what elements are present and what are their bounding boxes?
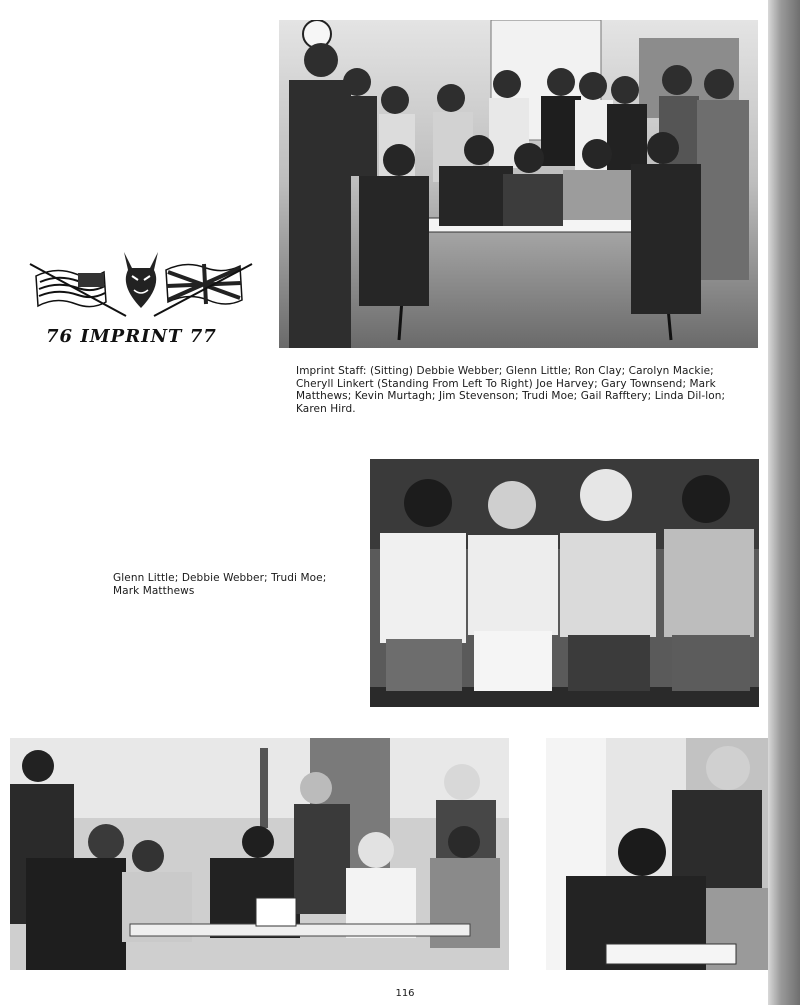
american-flag-icon <box>30 264 126 316</box>
staff-group-photo <box>279 20 758 348</box>
staff-caption: Imprint Staff: (Sitting) Debbie Webber; Glenn Little; Ron Clay; Carolyn Mackie; Cheryll Linkert (Standing From Left To Right) Joe Harvey; Gary Townsend; Mark Matthews; Kevin Murtagh; Jim Stevenson; Trudi Moe; Gail Rafftery; Linda Dil-lon; Karen Hird. <box>296 365 726 415</box>
group-photo-icon <box>279 20 758 348</box>
four-students-photo <box>370 459 759 707</box>
group-photo-icon <box>10 738 509 970</box>
page-number: 116 <box>395 988 415 999</box>
reading-photo <box>546 738 768 970</box>
work-table-photo <box>10 738 509 970</box>
four-students-caption: Glenn Little; Debbie Webber; Trudi Moe; Mark Matthews <box>113 572 327 597</box>
group-photo-icon <box>370 459 759 707</box>
british-flag-icon <box>154 264 252 316</box>
book-spine-shadow <box>768 0 800 1005</box>
devil-mascot-icon <box>124 252 158 308</box>
group-photo-icon <box>546 738 768 970</box>
logo-text: 76 IMPRINT 77 <box>46 326 217 347</box>
